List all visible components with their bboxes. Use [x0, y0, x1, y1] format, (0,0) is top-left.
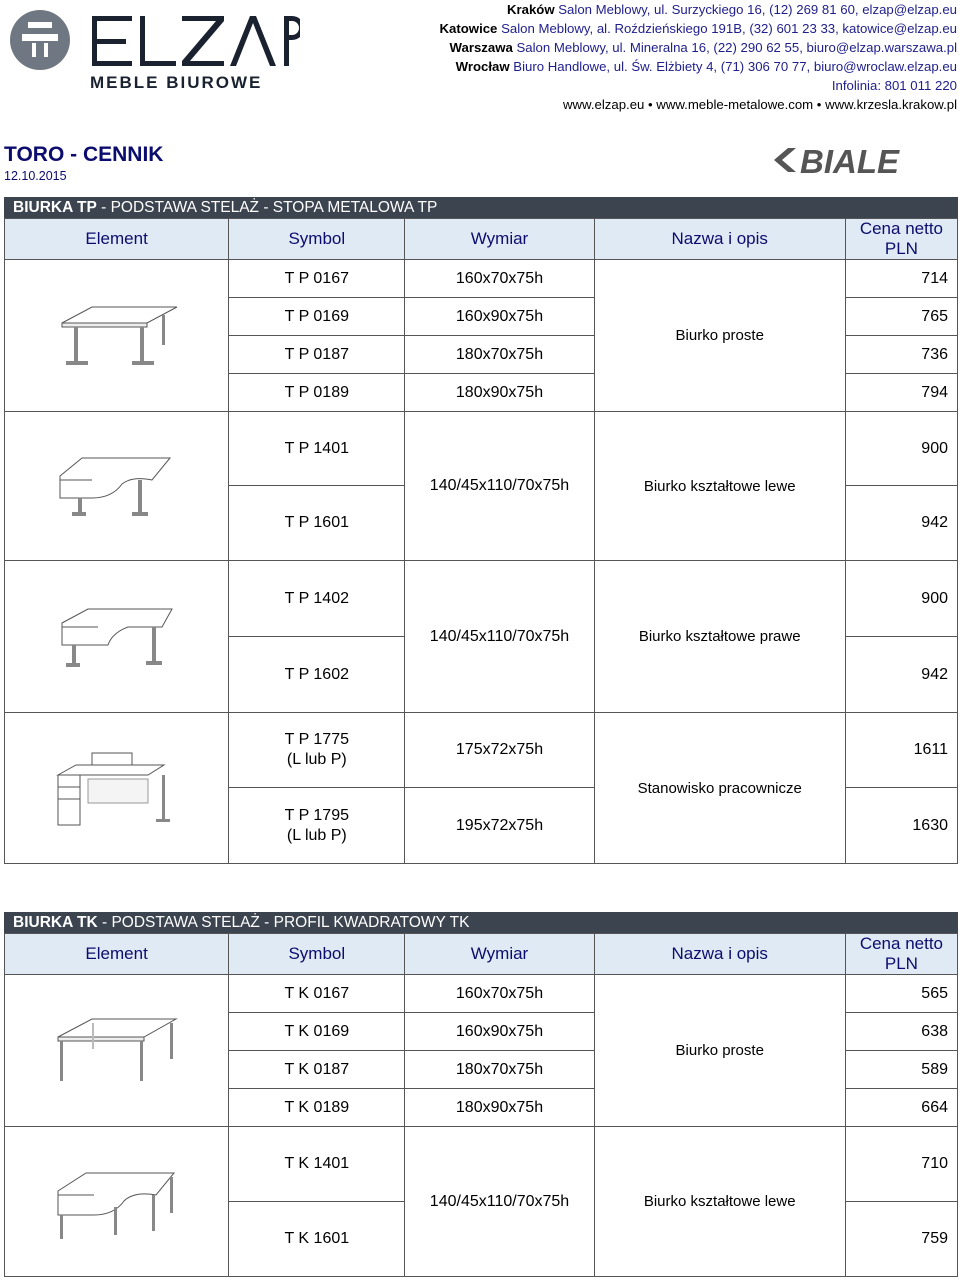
table-row [5, 1127, 958, 1202]
table-cell-symbol: T K 0169 [229, 1013, 405, 1051]
table-cell-symbol: T P 1795 (L lub P) [229, 788, 405, 864]
col-element: Element [5, 934, 229, 975]
table-cell-name: Biurko proste [594, 260, 845, 412]
table-cell-symbol: T P 1601 [229, 486, 405, 561]
table-cell-symbol: T K 1601 [229, 1202, 405, 1277]
table-cell-dim: 160x90x75h [405, 1013, 594, 1051]
table-cell-dim: 180x70x75h [405, 336, 594, 374]
col-nazwa: Nazwa i opis [594, 934, 845, 975]
contact-line-krakow: Kraków Salon Meblowy, ul. Surzyckiego 16, (12) 269 81 60, elzap@elzap.eu [506, 2, 957, 17]
desk-shaped-left-tp-image [5, 412, 229, 561]
contact-line-katowice: Katowice Salon Meblowy, al. Roździeńskiego 191B, (32) 601 23 33, katowice@elzap.eu [439, 21, 957, 36]
websites[interactable]: www.elzap.eu • www.meble-metalowe.com • www.krzesla.krakow.pl [563, 97, 957, 112]
table-header-row [5, 934, 958, 975]
table-cell-price: 794 [845, 374, 957, 412]
table-cell-price: 736 [845, 336, 957, 374]
contact-line-wroclaw: Wrocław Biuro Handlowe, ul. Św. Elżbiety 4, (71) 306 70 77, biuro@wroclaw.elzap.eu [455, 59, 957, 74]
workstation-tp-image [5, 713, 229, 864]
table-cell-price: 1630 [845, 788, 957, 864]
table-cell-symbol: T P 1775 (L lub P) [229, 713, 405, 788]
table-cell-dim: 180x70x75h [405, 1051, 594, 1089]
table-cell-price: 759 [845, 1202, 957, 1277]
section-tk-title: BIURKA TK - PODSTAWA STELAŻ - PROFIL KWADRATOWY TK [4, 912, 958, 933]
contact-line-warszawa: Warszawa Salon Meblowy, ul. Mineralna 16, (22) 290 62 55, biuro@elzap.warszawa.pl [449, 40, 957, 55]
table-cell-symbol: T P 0169 [229, 298, 405, 336]
table-cell-dim: 195x72x75h [405, 788, 594, 864]
table-tp [4, 218, 958, 864]
table-cell-price: 589 [845, 1051, 957, 1089]
table-cell-dim: 140/45x110/70x75h [405, 1127, 594, 1277]
table-row [5, 412, 958, 486]
biale-logo-text: BIALE [800, 143, 899, 177]
table-cell-symbol: T P 1401 [229, 412, 405, 486]
desk-shaped-right-icon [52, 597, 182, 677]
section-tp-title: BIURKA TP - PODSTAWA STELAŻ - STOPA METALOWA TP [4, 197, 958, 218]
table-cell-name: Stanowisko pracownicze [594, 713, 845, 864]
table-cell-dim: 140/45x110/70x75h [405, 561, 594, 713]
col-symbol: Symbol [229, 219, 405, 260]
table-cell-symbol: T K 0167 [229, 975, 405, 1013]
desk-shaped-left-tk-image [5, 1127, 229, 1277]
table-cell-price: 942 [845, 486, 957, 561]
table-cell-dim: 140/45x110/70x75h [405, 412, 594, 561]
col-cena: Cena netto PLN [845, 219, 957, 260]
col-wymiar: Wymiar [405, 219, 594, 260]
table-header-row [5, 219, 958, 260]
table-cell-symbol: T P 0187 [229, 336, 405, 374]
table-cell-price: 664 [845, 1089, 957, 1127]
col-element: Element [5, 219, 229, 260]
col-symbol: Symbol [229, 934, 405, 975]
table-cell-price: 900 [845, 561, 957, 637]
table-cell-symbol: T P 0189 [229, 374, 405, 412]
elzap-logo [10, 10, 300, 95]
table-cell-price: 942 [845, 637, 957, 713]
table-cell-symbol: T K 0187 [229, 1051, 405, 1089]
desk-straight-icon [52, 301, 182, 371]
table-cell-price: 1611 [845, 713, 957, 788]
col-cena: Cena netto PLN [845, 934, 957, 975]
table-cell-symbol: T K 0189 [229, 1089, 405, 1127]
table-cell-price: 638 [845, 1013, 957, 1051]
table-cell-price: 710 [845, 1127, 957, 1202]
desk-shaped-left-icon [52, 446, 182, 526]
table-row [5, 260, 958, 298]
table-cell-price: 765 [845, 298, 957, 336]
desk-shaped-right-tp-image [5, 561, 229, 713]
table-cell-price: 714 [845, 260, 957, 298]
table-cell-symbol: T P 1402 [229, 561, 405, 637]
biale-logo [770, 143, 958, 177]
table-cell-symbol: T P 0167 [229, 260, 405, 298]
desk-straight-tp-image [5, 260, 229, 412]
table-cell-price: 900 [845, 412, 957, 486]
desk-shaped-left-square-icon [52, 1157, 182, 1247]
contact-block [317, 0, 957, 114]
table-cell-symbol: T P 1602 [229, 637, 405, 713]
table-cell-name: Biurko kształtowe lewe [594, 1127, 845, 1277]
table-cell-dim: 180x90x75h [405, 1089, 594, 1127]
table-cell-name: Biurko kształtowe prawe [594, 561, 845, 713]
table-cell-dim: 160x70x75h [405, 975, 594, 1013]
document-date: 12.10.2015 [4, 169, 67, 183]
elzap-logo-icon [10, 10, 300, 95]
logo-subtitle: MEBLE BIUROWE [90, 73, 263, 92]
desk-straight-square-icon [52, 1011, 182, 1091]
table-cell-symbol: T K 1401 [229, 1127, 405, 1202]
table-row [5, 713, 958, 788]
table-cell-price: 565 [845, 975, 957, 1013]
desk-straight-tk-image [5, 975, 229, 1127]
table-cell-name: Biurko kształtowe lewe [594, 412, 845, 561]
table-cell-dim: 160x90x75h [405, 298, 594, 336]
table-cell-name: Biurko proste [594, 975, 845, 1127]
infolinia: Infolinia: 801 011 220 [831, 78, 957, 93]
col-wymiar: Wymiar [405, 934, 594, 975]
document-title: TORO - CENNIK [4, 143, 164, 166]
col-nazwa: Nazwa i opis [594, 219, 845, 260]
table-cell-dim: 180x90x75h [405, 374, 594, 412]
table-row [5, 561, 958, 637]
workstation-icon [52, 743, 182, 833]
table-row [5, 975, 958, 1013]
table-cell-dim: 160x70x75h [405, 260, 594, 298]
table-tk [4, 933, 958, 1277]
table-cell-dim: 175x72x75h [405, 713, 594, 788]
